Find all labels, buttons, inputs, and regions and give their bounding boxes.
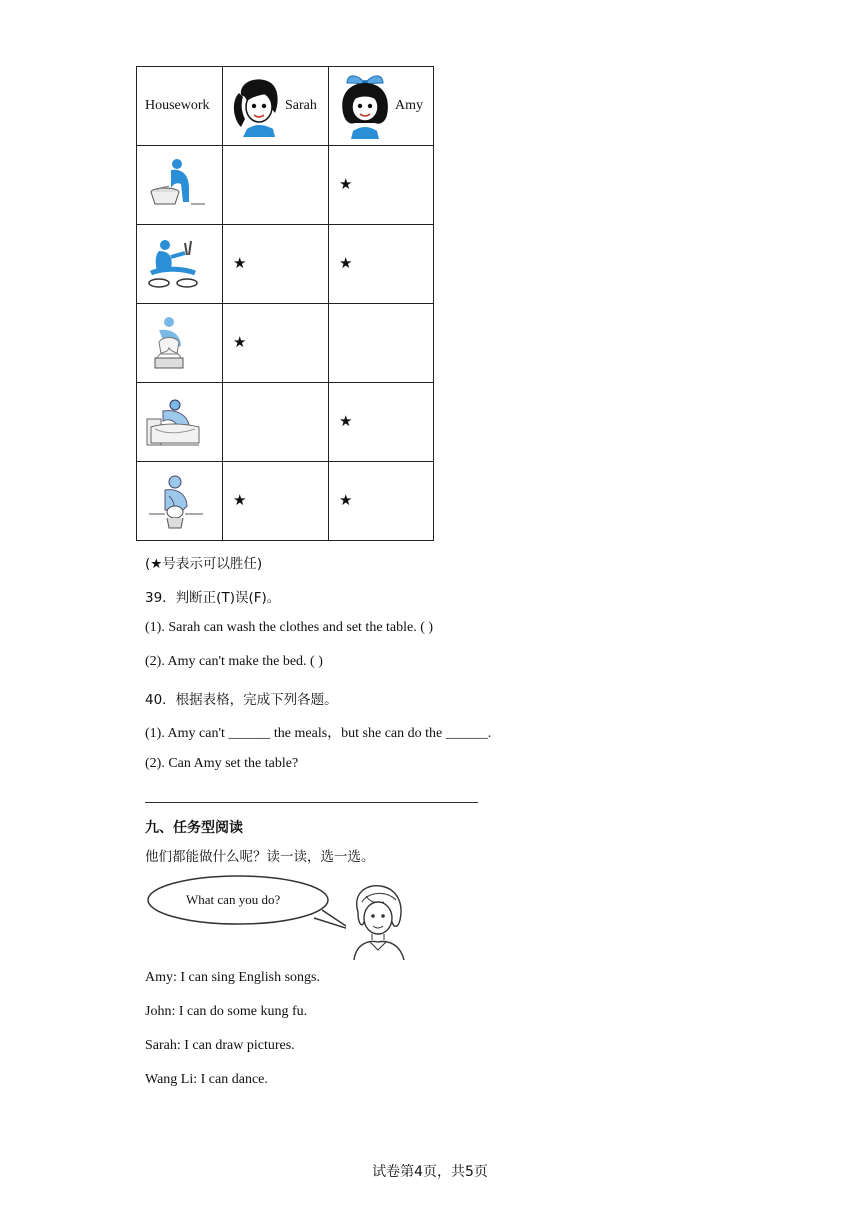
star-mark: ★ [233,493,247,509]
sarah-cell [223,225,329,304]
reading-line-amy: Amy: I can sing English songs. [145,970,320,985]
chore-cell [137,462,223,541]
header-housework [137,67,223,146]
washing-clothes-icon [147,154,207,216]
star-mark: ★ [339,493,353,509]
making-bed-icon [143,397,205,449]
header-sarah-label: Sarah [285,98,317,113]
amy-cell [329,225,434,304]
section-9-instruction: 他们都能做什么呢？读一读，选一选。 [145,849,375,865]
page-footer: 试卷第4页，共5页 [372,1164,488,1180]
amy-avatar-icon [335,73,395,139]
chore-cell [137,383,223,462]
chore-cell [137,146,223,225]
table-row [137,304,434,383]
washing-dishes-icon [145,474,205,530]
speech-bubble-text: What can you do? [186,892,281,907]
section-9-heading: 九、任务型阅读 [145,820,243,836]
question-39-item-2: (2). Amy can't make the bed. ( ) [145,654,323,669]
chore-cell [137,304,223,383]
girl-portrait-icon [346,882,410,960]
table-row [137,462,434,541]
sarah-cell [223,383,329,462]
table-header-row [137,67,434,146]
question-39-item-1: (1). Sarah can wash the clothes and set the table. ( ) [145,620,434,635]
chore-cell [137,225,223,304]
sarah-cell [223,304,329,383]
star-mark: ★ [339,177,353,193]
answer-line [145,802,478,803]
question-40-item-2: (2). Can Amy set the table? [145,756,299,771]
speech-illustration [146,874,416,960]
table-row [137,383,434,462]
amy-cell [329,462,434,541]
header-sarah [223,67,329,146]
header-amy-label: Amy [395,98,423,113]
housework-table [136,66,434,541]
star-mark: ★ [233,256,247,272]
amy-cell [329,146,434,225]
reading-line-wang-li: Wang Li: I can dance. [145,1072,268,1087]
question-40-title: 40．根据表格，完成下列各题。 [145,692,338,708]
amy-cell [329,304,434,383]
star-mark: ★ [233,335,247,351]
question-39-title: 39．判断正(T)误(F)。 [145,590,281,606]
reading-line-john: John: I can do some kung fu. [145,1004,308,1019]
sarah-cell [223,146,329,225]
star-mark: ★ [339,256,353,272]
table-row [137,146,434,225]
cooking-icon [145,314,193,374]
star-mark: ★ [339,414,353,430]
header-amy [329,67,434,146]
reading-line-sarah: Sarah: I can draw pictures. [145,1038,295,1053]
question-40-item-1: (1). Amy can't ______ the meals，but she can do the ______. [145,726,492,741]
header-housework-label: Housework [145,98,210,113]
sarah-avatar-icon [229,75,289,137]
setting-table-icon [145,235,207,295]
sarah-cell [223,462,329,541]
star-legend-note: (★号表示可以胜任) [145,556,263,572]
table-row [137,225,434,304]
amy-cell [329,383,434,462]
